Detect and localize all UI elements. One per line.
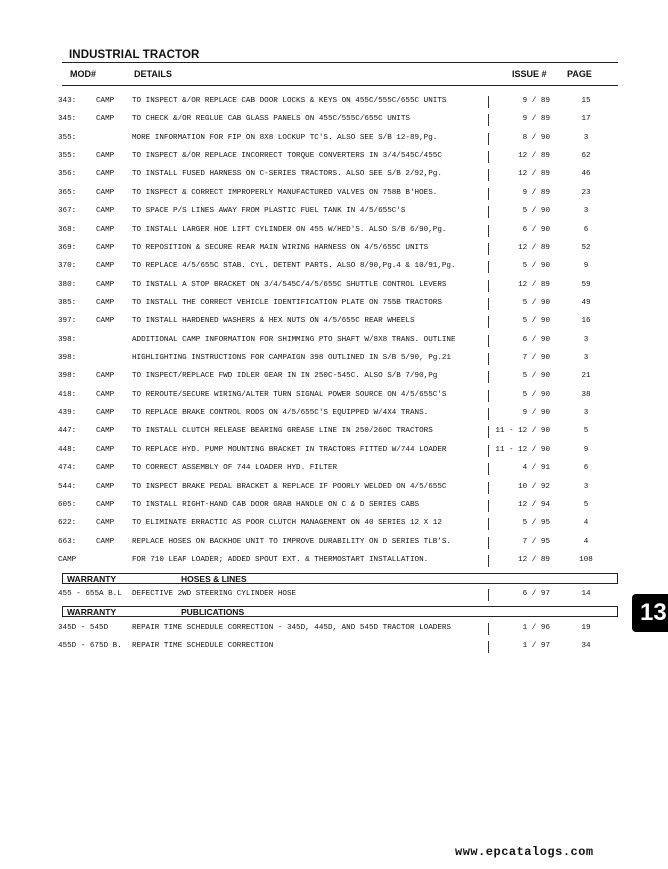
page-title: INDUSTRIAL TRACTOR (69, 49, 200, 61)
page-cell: 3 (583, 354, 589, 363)
column-divider (488, 206, 489, 218)
table-row (0, 500, 668, 518)
table-row (0, 316, 668, 334)
header-mod: MOD# (70, 69, 97, 79)
issue-cell: 1 / 97 (522, 642, 550, 650)
column-divider (488, 641, 489, 653)
issue-cell: 5 / 90 (522, 390, 550, 399)
details-cell: REPLACE HOSES ON BACKHOE UNIT TO IMPROVE DURABILITY ON D SERIES TLB'S. (132, 537, 451, 546)
footer-url: www.epcatalogs.com (455, 845, 594, 859)
issue-cell: 7 / 95 (522, 537, 550, 546)
details-cell: TO INSTALL HARDENED WASHERS & HEX NUTS ON 4/5/655C REAR WHEELS (132, 317, 415, 326)
column-divider (488, 225, 489, 237)
column-divider (488, 426, 489, 438)
mod-cell: 398: (58, 372, 77, 381)
type-cell: CAMP (96, 97, 115, 105)
mod-cell: 605: (58, 500, 77, 509)
details-cell: TO INSTALL A STOP BRACKET ON 3/4/545C/4/5/655C SHUTTLE CONTROL LEVERS (132, 280, 447, 289)
issue-cell: 12 / 94 (518, 500, 550, 509)
details-cell: TO SPACE P/S LINES AWAY FROM PLASTIC FUEL TANK IN 4/5/655C'S (132, 207, 406, 216)
page-cell: 16 (581, 317, 591, 326)
mod-cell: 380: (58, 280, 77, 289)
mod-cell: 370: (58, 262, 77, 271)
column-divider (488, 133, 489, 145)
details-cell: TO INSTALL FUSED HARNESS ON C-SERIES TRACTORS. ALSO SEE S/B 2/92,Pg. (132, 170, 442, 179)
header-details: DETAILS (134, 69, 172, 79)
issue-cell: 10 / 92 (518, 482, 550, 491)
column-divider (488, 555, 489, 567)
mod-cell: 455D - 675D B. (58, 642, 122, 650)
page-cell: 3 (583, 482, 589, 491)
mod-cell: 397: (58, 317, 77, 326)
page-cell: 9 (583, 445, 589, 454)
details-cell: DEFECTIVE 2WD STEERING CYLINDER HOSE (132, 590, 297, 598)
type-cell: CAMP (96, 115, 115, 124)
table-row (0, 390, 668, 408)
mod-cell: 385: (58, 298, 77, 307)
details-cell: TO INSTALL THE CORRECT VEHICLE IDENTIFICATION PLATE ON 755B TRACTORS (132, 298, 442, 307)
page-cell: 108 (579, 556, 593, 564)
table-row (0, 537, 668, 555)
page-cell: 15 (581, 97, 591, 105)
details-cell: HIGHLIGHTING INSTRUCTIONS FOR CAMPAIGN 398 OUTLINED IN S/B 5/90, Pg.21 (132, 354, 451, 363)
type-cell: CAMP (96, 409, 115, 418)
issue-cell: 6 / 90 (522, 335, 550, 344)
page-cell: 9 (583, 262, 589, 271)
issue-cell: 12 / 89 (518, 280, 550, 289)
mod-cell: 345: (58, 115, 77, 124)
column-divider (488, 390, 489, 402)
page-cell: 3 (583, 207, 589, 216)
type-cell: CAMP (96, 243, 115, 252)
mod-cell: 355: (58, 152, 77, 161)
issue-cell: 11 - 12 / 90 (495, 445, 550, 454)
mod-cell: 663: (58, 537, 77, 546)
table-row (0, 623, 668, 641)
page-cell: 3 (583, 409, 589, 418)
column-divider (488, 623, 489, 635)
mod-cell: 356: (58, 170, 77, 179)
column-divider (488, 537, 489, 549)
details-cell: TO INSPECT & CORRECT IMPROPERLY MANUFACTURED VALVES ON 758B B'HOES. (132, 188, 438, 197)
mod-cell: 398: (58, 354, 77, 363)
details-cell: TO REPLACE BRAKE CONTROL RODS ON 4/5/655C'S EQUIPPED W/4X4 TRANS. (132, 409, 429, 418)
type-cell: CAMP (96, 482, 115, 491)
table-row (0, 518, 668, 536)
page-cell: 19 (581, 624, 591, 632)
issue-cell: 8 / 90 (522, 133, 550, 142)
mod-cell: 418: (58, 390, 77, 399)
table-row (0, 335, 668, 353)
type-cell: CAMP (96, 445, 115, 454)
table-row (0, 114, 668, 132)
column-divider (488, 188, 489, 200)
column-divider (488, 463, 489, 475)
column-divider (488, 353, 489, 365)
issue-cell: 12 / 89 (518, 170, 550, 179)
section-warranty-publications (62, 606, 618, 617)
page-cell: 3 (583, 133, 589, 142)
type-cell: CAMP (96, 152, 115, 161)
mod-cell: 368: (58, 225, 77, 234)
mod-cell: 439: (58, 409, 77, 418)
page-cell: 4 (583, 519, 589, 528)
table-row (0, 188, 668, 206)
column-divider (488, 408, 489, 420)
details-cell: TO REPLACE HYD. PUMP MOUNTING BRACKET IN TRACTORS FITTED W/744 LOADER (132, 445, 447, 454)
page-cell: 49 (581, 298, 591, 307)
page-cell: 59 (581, 280, 591, 289)
details-cell: TO INSTALL CLUTCH RELEASE BEARING GREASE LINE IN 250/260C TRACTORS (132, 427, 433, 436)
header-page: PAGE (567, 69, 592, 79)
details-cell: TO REPOSITION & SECURE REAR MAIN WIRING HARNESS ON 4/5/655C UNITS (132, 243, 429, 252)
table-row (0, 96, 668, 114)
column-divider (488, 114, 489, 126)
column-divider (488, 151, 489, 163)
issue-cell: 12 / 89 (518, 152, 550, 161)
page-cell: 46 (581, 170, 591, 179)
issue-cell: 5 / 90 (522, 207, 550, 216)
issue-cell: 12 / 89 (518, 243, 550, 252)
section-tab: 13 (632, 594, 668, 632)
table-row (0, 261, 668, 279)
page-cell: 5 (583, 427, 589, 436)
mod-cell: 369: (58, 243, 77, 252)
issue-cell: 6 / 97 (522, 590, 550, 598)
details-cell: TO INSTALL RIGHT-HAND CAB DOOR GRAB HANDLE ON C & D SERIES CABS (132, 500, 420, 509)
details-cell: TO CORRECT ASSEMBLY OF 744 LOADER HYD. FILTER (132, 464, 338, 473)
page-cell: 21 (581, 372, 591, 381)
table-row (0, 225, 668, 243)
column-divider (488, 445, 489, 457)
table-row (0, 169, 668, 187)
type-cell: CAMP (96, 464, 115, 473)
column-divider (488, 589, 489, 601)
details-cell: TO INSPECT &/OR REPLACE CAB DOOR LOCKS & KEYS ON 455C/555C/655C UNITS (132, 97, 447, 105)
table-row (0, 482, 668, 500)
page-cell: 17 (581, 115, 591, 124)
type-cell: CAMP (96, 280, 115, 289)
details-cell: TO INSPECT &/OR REPLACE INCORRECT TORQUE CONVERTERS IN 3/4/545C/455C (132, 152, 442, 161)
column-divider (488, 518, 489, 530)
details-cell: TO REPLACE 4/5/655C STAB. CYL. DETENT PARTS. ALSO 8/90,Pg.4 & 10/91,Pg. (132, 262, 456, 271)
column-divider (488, 371, 489, 383)
details-cell: REPAIR TIME SCHEDULE CORRECTION (132, 642, 274, 650)
column-divider (488, 316, 489, 328)
issue-cell: 9 / 90 (522, 409, 550, 418)
details-cell: MORE INFORMATION FOR FIP ON 8X8 LOCKUP TC'S. ALSO SEE S/B 12-89,Pg. (132, 133, 438, 142)
issue-cell: 12 / 89 (518, 556, 550, 564)
issue-cell: 5 / 90 (522, 262, 550, 271)
section-label: WARRANTY (67, 607, 117, 617)
table-row (0, 408, 668, 426)
table-row (0, 206, 668, 224)
mod-cell: 474: (58, 464, 77, 473)
issue-cell: 5 / 95 (522, 519, 550, 528)
issue-cell: 6 / 90 (522, 225, 550, 234)
page-cell: 62 (581, 152, 591, 161)
mod-cell: 398: (58, 335, 77, 344)
page-cell: 52 (581, 243, 591, 252)
details-cell: FOR 710 LEAF LOADER; ADDED SPOUT EXT. & THERMOSTART INSTALLATION. (132, 556, 429, 564)
page-cell: 6 (583, 464, 589, 473)
table-row (0, 133, 668, 151)
details-cell: TO REROUTE/SECURE WIRING/ALTER TURN SIGNAL POWER SOURCE ON 4/5/655C'S (132, 390, 447, 399)
details-cell: TO INSPECT BRAKE PEDAL BRACKET & REPLACE IF POORLY WELDED ON 4/5/655C (132, 482, 447, 491)
table-row (0, 589, 668, 607)
type-cell: CAMP (96, 225, 115, 234)
issue-cell: 1 / 96 (522, 624, 550, 632)
type-cell: CAMP (96, 317, 115, 326)
type-cell: CAMP (96, 207, 115, 216)
column-divider (488, 298, 489, 310)
type-cell: CAMP (96, 537, 115, 546)
details-cell: REPAIR TIME SCHEDULE CORRECTION - 345D, 445D, AND 545D TRACTOR LOADERS (132, 624, 451, 632)
issue-cell: 9 / 89 (522, 115, 550, 124)
issue-cell: 5 / 90 (522, 298, 550, 307)
issue-cell: 5 / 90 (522, 372, 550, 381)
issue-cell: 11 - 12 / 90 (495, 427, 550, 436)
column-divider (488, 500, 489, 512)
top-rule (62, 62, 618, 63)
mod-cell: 367: (58, 207, 77, 216)
details-cell: TO INSPECT/REPLACE FWD IDLER GEAR IN IN 250C-545C. ALSO S/B 7/90,Pg (132, 372, 438, 381)
page-cell: 6 (583, 225, 589, 234)
table-row (0, 555, 668, 573)
table-row (0, 298, 668, 316)
table-row (0, 243, 668, 261)
mod-cell: 622: (58, 519, 77, 528)
column-divider (488, 243, 489, 255)
type-cell: CAMP (96, 188, 115, 197)
issue-cell: 9 / 89 (522, 188, 550, 197)
table-row (0, 353, 668, 371)
header-issue: ISSUE # (512, 69, 547, 79)
column-divider (488, 169, 489, 181)
table-row (0, 151, 668, 169)
table-row (0, 371, 668, 389)
section-title: PUBLICATIONS (181, 607, 245, 617)
column-divider (488, 335, 489, 347)
page-cell: 23 (581, 188, 591, 197)
type-cell: CAMP (96, 262, 115, 271)
mod-cell: 343: (58, 97, 77, 105)
details-cell: ADDITIONAL CAMP INFORMATION FOR SHIMMING PTO SHAFT W/8X8 TRANS. OUTLINE (132, 335, 456, 344)
details-cell: TO CHECK &/OR REGLUE CAB GLASS PANELS ON 455C/555C/655C UNITS (132, 115, 410, 124)
header-rule (62, 85, 618, 86)
section-title: HOSES & LINES (181, 574, 247, 584)
type-cell: CAMP (96, 519, 115, 528)
page-cell: 5 (583, 500, 589, 509)
issue-cell: 9 / 89 (522, 97, 550, 105)
column-divider (488, 261, 489, 273)
column-divider (488, 280, 489, 292)
issue-cell: 7 / 90 (522, 354, 550, 363)
type-cell: CAMP (96, 427, 115, 436)
details-cell: TO ELIMINATE ERRACTIC AS POOR CLUTCH MANAGEMENT ON 40 SERIES 12 X 12 (132, 519, 442, 528)
page-cell: 34 (581, 642, 591, 650)
section-warranty-hoses (62, 573, 618, 584)
section-label: WARRANTY (67, 574, 117, 584)
type-cell: CAMP (96, 372, 115, 381)
page-cell: 38 (581, 390, 591, 399)
type-cell: CAMP (96, 390, 115, 399)
type-cell: CAMP (96, 500, 115, 509)
mod-cell: 355: (58, 133, 77, 142)
issue-cell: 5 / 90 (522, 317, 550, 326)
page-cell: 3 (583, 335, 589, 344)
column-divider (488, 482, 489, 494)
column-divider (488, 96, 489, 108)
table-row (0, 280, 668, 298)
page-cell: 4 (583, 537, 589, 546)
page-cell: 14 (581, 590, 591, 598)
table-row (0, 463, 668, 481)
details-cell: TO INSTALL LARGER HOE LIFT CYLINDER ON 455 W/HED'S. ALSO S/B 6/90,Pg. (132, 225, 447, 234)
type-cell: CAMP (96, 298, 115, 307)
mod-cell: 447: (58, 427, 77, 436)
table-row (0, 641, 668, 659)
mod-cell: 544: (58, 482, 77, 491)
issue-cell: 4 / 91 (522, 464, 550, 473)
mod-cell: 455 - 655A B.L (58, 590, 122, 598)
mod-cell: 448: (58, 445, 77, 454)
mod-cell: 365: (58, 188, 77, 197)
table-row (0, 445, 668, 463)
mod-cell: CAMP (58, 556, 77, 564)
mod-cell: 345D - 545D (58, 624, 109, 632)
table-row (0, 426, 668, 444)
type-cell: CAMP (96, 170, 115, 179)
